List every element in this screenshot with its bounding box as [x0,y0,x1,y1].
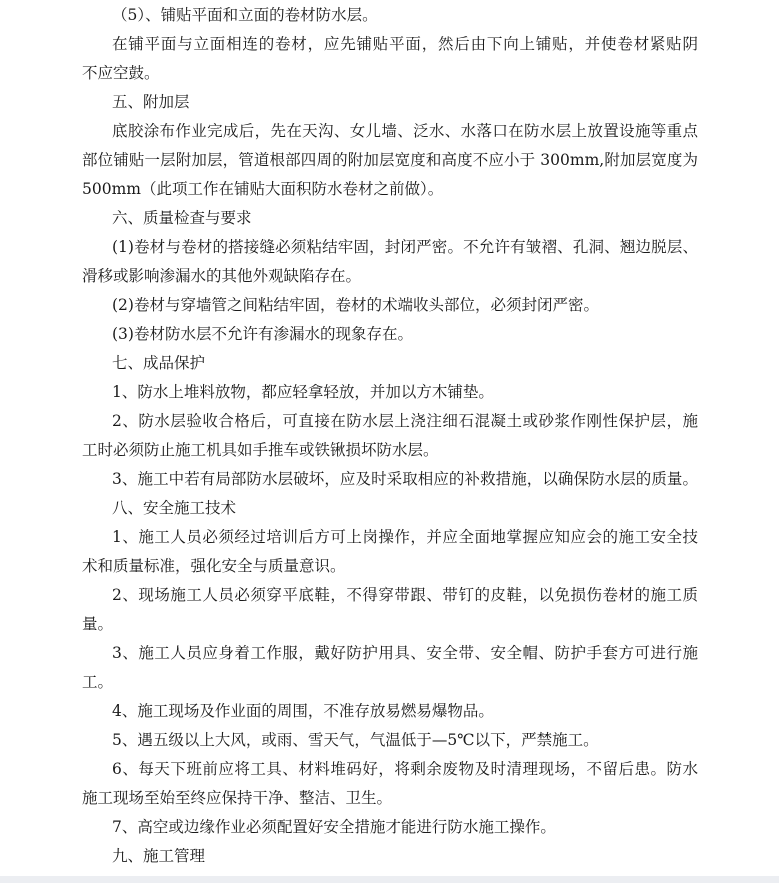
text-line: 7、高空或边缘作业必须配置好安全措施才能进行防水施工操作。 [112,818,556,836]
text-line: 在铺平面与立面相连的卷材，应先铺贴平面，然后由下向上铺贴，并使卷材紧贴阴 [112,35,698,53]
text-line: 施工现场至始至终应保持干净、整洁、卫生。 [82,789,393,807]
section-heading: 七、成品保护 [112,354,206,372]
section-heading: 五、附加层 [112,93,190,111]
text-line: 4、施工现场及作业面的周围，不准存放易燃易爆物品。 [112,702,494,720]
section-heading: 九、施工管理 [112,847,206,865]
text-line: 术和质量标准，强化安全与质量意识。 [82,557,346,575]
text-line: 1、施工人员必须经过培训后方可上岗操作，并应全面地掌握应知应会的施工安全技 [112,528,698,546]
text-line: （5）、铺贴平面和立面的卷材防水层。 [112,6,378,24]
text-line: 1、防水上堆料放物，都应轻拿轻放，并加以方木铺垫。 [112,383,494,401]
text-line: 工。 [82,673,114,691]
section-heading: 六、质量检查与要求 [112,209,252,227]
text-line: (1)卷材与卷材的搭接缝必须粘结牢固，封闭严密。不允许有皱褶、孔洞、翘边脱层、 [112,238,698,256]
text-line: 5、遇五级以上大风，或雨、雪天气，气温低于—5℃以下，严禁施工。 [112,731,599,749]
text-line: (3)卷材防水层不允许有渗漏水的现象存在。 [112,325,413,343]
section-heading: 八、安全施工技术 [112,499,237,517]
text-line: 不应空鼓。 [82,64,160,82]
text-line: (2)卷材与穿墙管之间粘结牢固，卷材的术端收头部位，必须封闭严密。 [112,296,599,314]
text-line: 工时必须防止施工机具如手推车或铁锹损坏防水层。 [82,441,439,459]
page-bottom-edge [0,876,779,883]
text-line: 3、施工中若有局部防水层破坏，应及时采取相应的补救措施，以确保防水层的质量。 [112,470,698,488]
text-line: 2、现场施工人员必须穿平底鞋，不得穿带跟、带钉的皮鞋，以免损伤卷材的施工质 [112,586,698,604]
text-line: 3、施工人员应身着工作服，戴好防护用具、安全带、安全帽、防护手套方可进行施 [112,644,698,662]
text-line: 部位铺贴一层附加层，管道根部四周的附加层宽度和高度不应小于 300mm,附加层宽度为 [82,151,698,169]
text-line: 6、每天下班前应将工具、材料堆码好，将剩余废物及时清理现场，不留后患。防水 [112,760,698,778]
text-line: 底胶涂布作业完成后，先在天沟、女儿墙、泛水、水落口在防水层上放置设施等重点 [112,122,698,140]
text-line: 滑移或影响渗漏水的其他外观缺陷存在。 [82,267,362,285]
text-line: 量。 [82,615,114,633]
text-line: 2、防水层验收合格后，可直接在防水层上浇注细石混凝土或砂浆作刚性保护层，施 [112,412,698,430]
text-line: 500mm（此项工作在铺贴大面积防水卷材之前做）。 [82,180,444,198]
